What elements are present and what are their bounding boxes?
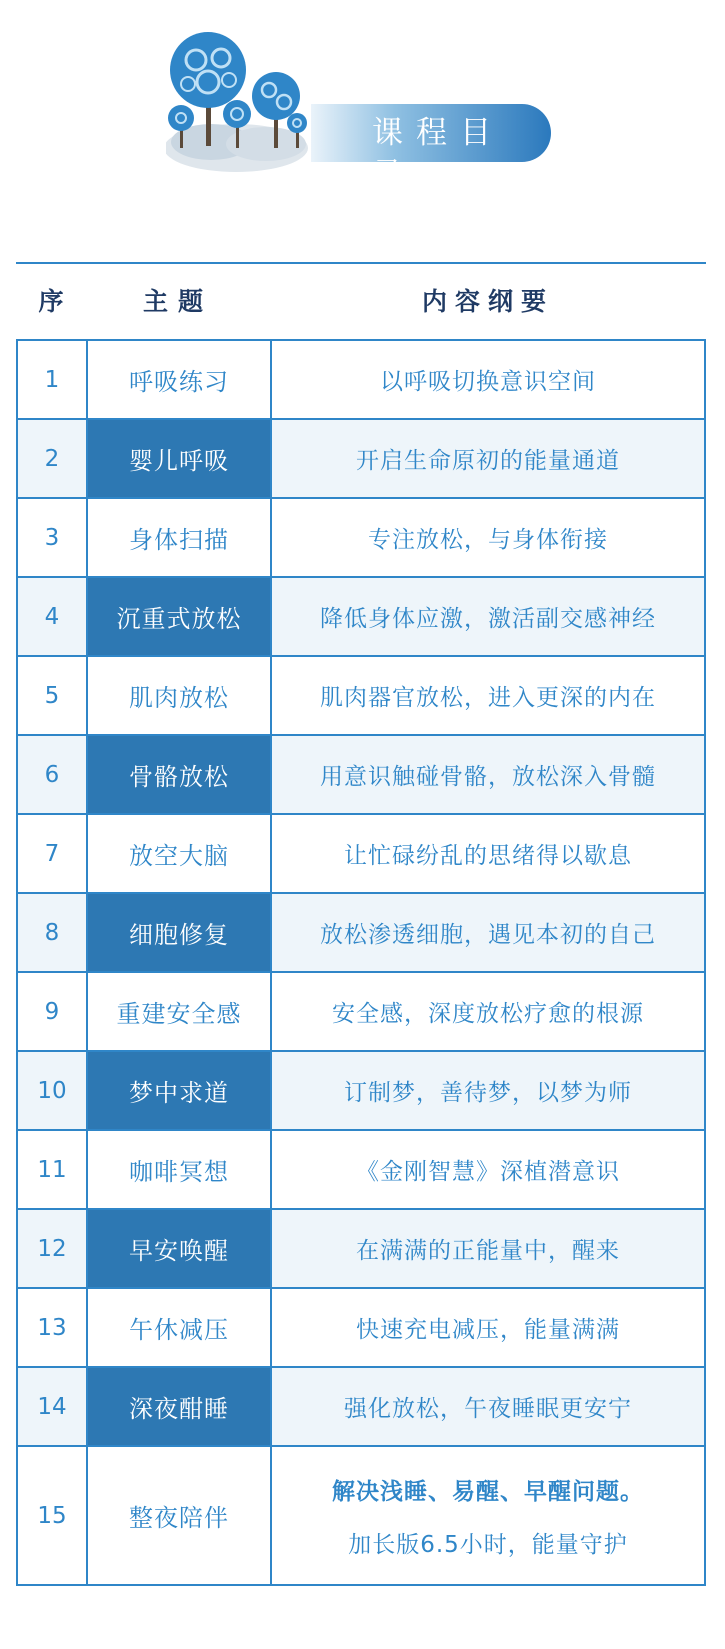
- table-row: [18, 1447, 704, 1584]
- row-topic: 咖啡冥想: [88, 1131, 272, 1208]
- header-topic: 主题: [142, 287, 213, 316]
- banner-title: 课程目录: [372, 115, 504, 193]
- course-table: [16, 339, 706, 1586]
- table-row: [18, 1368, 704, 1447]
- row-topic: 深夜酣睡: [88, 1368, 272, 1445]
- row-topic: 细胞修复: [88, 894, 272, 971]
- row-number: 10: [18, 1052, 88, 1129]
- row-topic: 呼吸练习: [88, 341, 272, 418]
- row-number: 5: [18, 657, 88, 734]
- table-row: [18, 1052, 704, 1131]
- row-topic: 肌肉放松: [88, 657, 272, 734]
- table-row: [18, 341, 704, 420]
- row-outline: 以呼吸切换意识空间: [380, 369, 596, 395]
- table-header: [16, 264, 706, 339]
- row-number: 1: [18, 341, 88, 418]
- row-number: 8: [18, 894, 88, 971]
- table-row: [18, 1289, 704, 1368]
- row-topic: 身体扫描: [88, 499, 272, 576]
- row-outline: 专注放松，与身体衔接: [368, 527, 608, 553]
- row-number: 9: [18, 973, 88, 1050]
- table-row: [18, 815, 704, 894]
- row-number: 2: [18, 420, 88, 497]
- row-outline: [272, 1447, 704, 1584]
- row-number: 7: [18, 815, 88, 892]
- table-row: [18, 894, 704, 973]
- row-outline: 让忙碌纷乱的思绪得以歇息: [344, 843, 632, 869]
- table-row: [18, 973, 704, 1052]
- header-outline: 内容纲要: [421, 287, 554, 316]
- table-row: [18, 499, 704, 578]
- table-row: [18, 1210, 704, 1289]
- row-topic: 骨骼放松: [88, 736, 272, 813]
- row-outline: 强化放松，午夜睡眠更安宁: [344, 1396, 632, 1422]
- row-outline: 在满满的正能量中，醒来: [356, 1238, 620, 1264]
- table-row: [18, 578, 704, 657]
- row-topic: 婴儿呼吸: [88, 420, 272, 497]
- row-topic: 整夜陪伴: [88, 1447, 272, 1584]
- row-outline: 降低身体应激，激活副交感神经: [320, 606, 656, 632]
- row-outline: 用意识触碰骨骼，放松深入骨髓: [320, 764, 656, 790]
- row-outline-line2: 加长版6.5小时，能量守护: [348, 1531, 628, 1558]
- row-number: 14: [18, 1368, 88, 1445]
- row-outline: 开启生命原初的能量通道: [356, 448, 620, 474]
- row-topic: 沉重式放松: [88, 578, 272, 655]
- row-outline-line1: 解决浅睡、易醒、早醒问题。: [332, 1478, 644, 1505]
- row-outline: 放松渗透细胞，遇见本初的自己: [320, 922, 656, 948]
- row-number: 12: [18, 1210, 88, 1287]
- table-row: [18, 736, 704, 815]
- row-topic: 梦中求道: [88, 1052, 272, 1129]
- row-outline: 安全感，深度放松疗愈的根源: [332, 1001, 644, 1027]
- table-row: [18, 1131, 704, 1210]
- header-no: 序: [38, 287, 64, 316]
- row-number: 15: [18, 1447, 88, 1584]
- row-outline: 《金刚智慧》深植潜意识: [356, 1159, 620, 1185]
- row-number: 3: [18, 499, 88, 576]
- row-topic: 放空大脑: [88, 815, 272, 892]
- catalog-banner: [166, 30, 551, 193]
- row-number: 13: [18, 1289, 88, 1366]
- row-topic: 午休减压: [88, 1289, 272, 1366]
- table-row: [18, 657, 704, 736]
- row-number: 4: [18, 578, 88, 655]
- row-topic: 重建安全感: [88, 973, 272, 1050]
- row-outline: 肌肉器官放松，进入更深的内在: [320, 685, 656, 711]
- row-outline: 快速充电减压，能量满满: [356, 1317, 620, 1343]
- row-number: 11: [18, 1131, 88, 1208]
- row-outline: 订制梦，善待梦，以梦为师: [344, 1080, 632, 1106]
- row-number: 6: [18, 736, 88, 813]
- trees-illustration-icon: [166, 30, 316, 190]
- row-topic: 早安唤醒: [88, 1210, 272, 1287]
- table-row: [18, 420, 704, 499]
